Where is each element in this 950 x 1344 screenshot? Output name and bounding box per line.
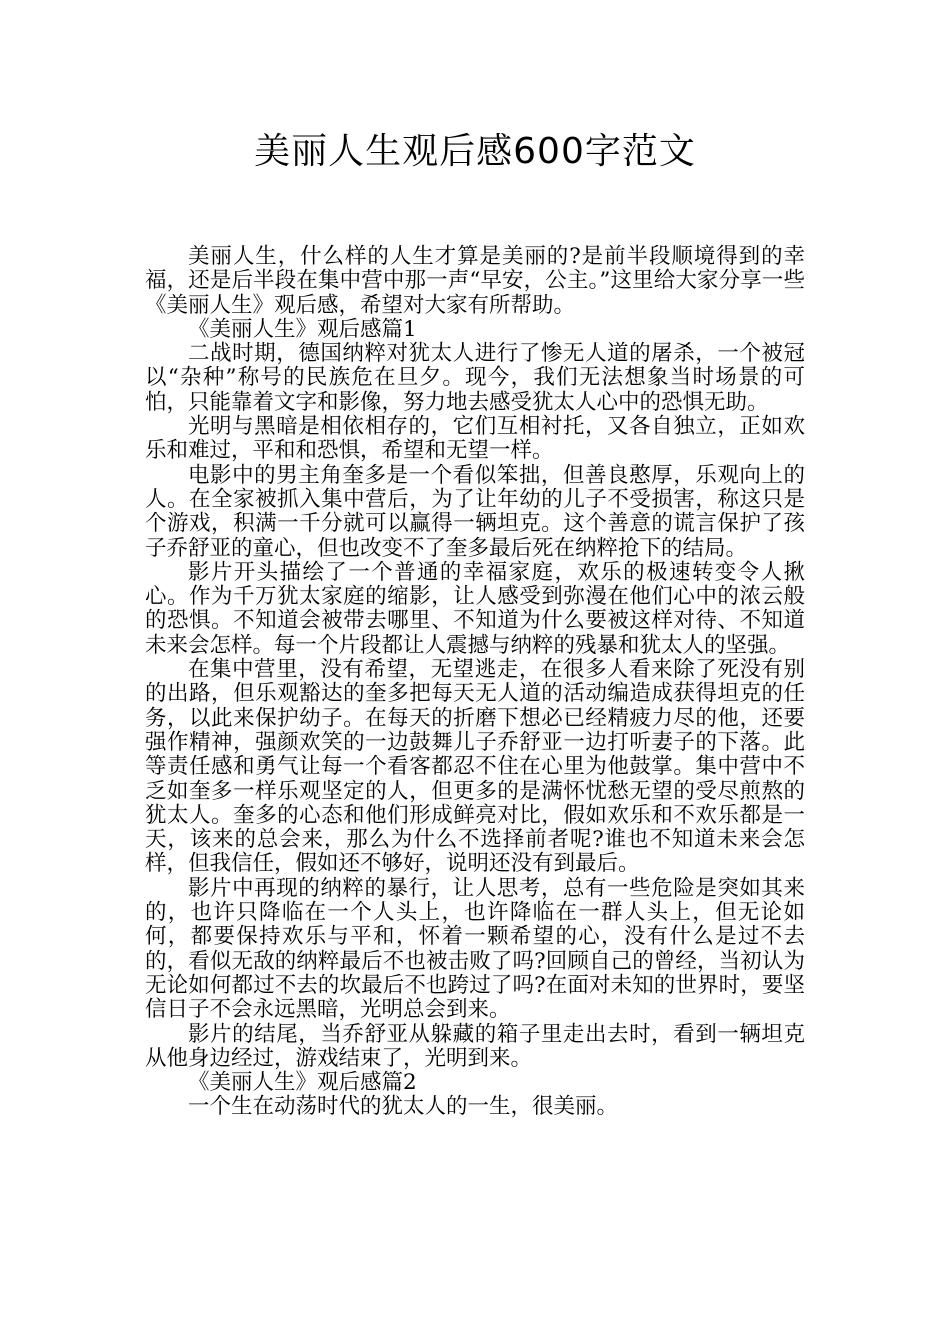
article-body (145, 245, 805, 1120)
paragraph: 影片的结尾，当乔舒亚从躲藏的箱子里走出去时，看到一辆坦克从他身边经过，游戏结束了，光明到来。 (145, 1021, 805, 1071)
paragraph: 电影中的男主角奎多是一个看似笨拙，但善良憨厚，乐观向上的人。在全家被抓入集中营后，为了让年幼的儿子不受损害，称这只是个游戏，积满一千分就可以赢得一辆坦克。这个善意的谎言保护了孩子乔舒亚的童心，但也改变不了奎多最后死在纳粹抢下的结局。 (145, 462, 805, 561)
section-heading-1: 《美丽人生》观后感篇1 (188, 316, 417, 342)
paragraph: 影片中再现的纳粹的暴行，让人思考，总有一些危险是突如其来的，也许只降临在一个人头上，也许降临在一群人头上，但无论如何，都要保持欢乐与平和，怀着一颗希望的心，没有什么是过不去的，看似无敌的纳粹最后不也被击败了吗?回顾自己的曾经，当初认为无论如何都过不去的坎最后不也跨过了吗?在面对未知的世界时，要坚信日子不会永远黑暗，光明总会到来。 (145, 875, 805, 1023)
paragraph: 二战时期，德国纳粹对犹太人进行了惨无人道的屠杀，一个被冠以“杂种”称号的民族危在旦夕。现今，我们无法想象当时场景的可怕，只能靠着文字和影像，努力地去感受犹太人心中的恐惧无助。 (145, 341, 805, 415)
paragraph: 光明与黑暗是相依相存的，它们互相衬托，又各自独立，正如欢乐和难过，平和和恐惧，希望和无望一样。 (145, 414, 805, 464)
paragraph: 在集中营里，没有希望，无望逃走，在很多人看来除了死没有别的出路，但乐观豁达的奎多把每天无人道的活动编造成获得坦克的任务，以此来保护幼子。在每天的折磨下想必已经精疲力尽的他，还要强作精神，强颜欢笑的一边鼓舞儿子乔舒亚一边打听妻子的下落。此等责任感和勇气让每一个看客都忍不住在心里为他鼓掌。集中营中不乏如奎多一样乐观坚定的人，但更多的是满怀忧愁无望的受尽煎熬的犹太人。奎多的心态和他们形成鲜亮对比，假如欢乐和不欢乐都是一天，该来的总会来，那么为什么不选择前者呢?谁也不知道未来会怎样，但我信任，假如还不够好，说明还没有到最后。 (145, 657, 805, 877)
paragraph-intro: 美丽人生，什么样的人生才算是美丽的?是前半段顺境得到的幸福，还是后半段在集中营中那一声“早安，公主。”这里给大家分享一些《美丽人生》观后感，希望对大家有所帮助。 (145, 244, 805, 318)
section-heading-2: 《美丽人生》观后感篇2 (188, 1070, 417, 1096)
paragraph: 影片开头描绘了一个普通的幸福家庭，欢乐的极速转变令人揪心。作为千万犹太家庭的缩影，让人感受到弥漫在他们心中的浓云般的恐惧。不知道会被带去哪里、不知道为什么要被这样对待、不知道未来会怎样。每一个片段都让人震撼与纳粹的残暴和犹太人的坚强。 (145, 559, 805, 658)
page-title: 美丽人生观后感600字范文 (254, 131, 696, 172)
paragraph: 一个生在动荡时代的犹太人的一生，很美丽。 (188, 1094, 619, 1120)
